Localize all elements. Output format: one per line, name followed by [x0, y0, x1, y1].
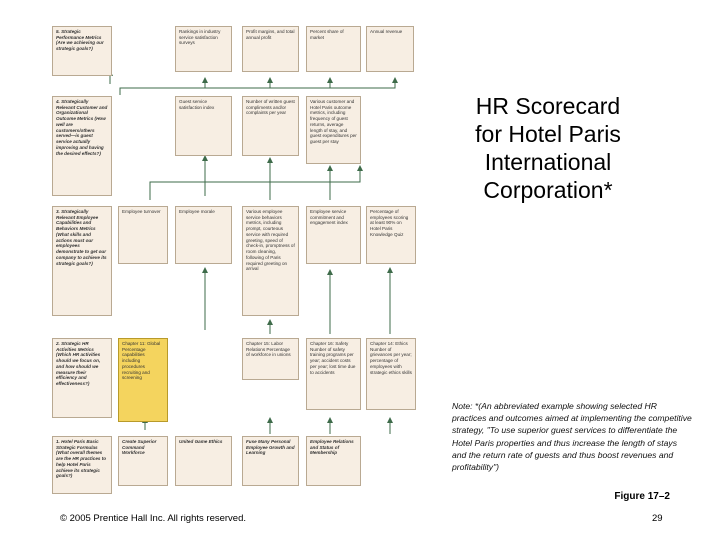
- figure-label: Figure 17–2: [614, 491, 670, 502]
- row2-cell-4: Chapter 14: Ethics Number of grievances per year; percentage of employees with strategic ethics skills: [366, 338, 416, 410]
- row2-header: 2. Strategic HR Activities Metrics (Which HR activities should we focus on, and how should we measure their efficiency and effectiveness?): [52, 338, 112, 418]
- row1-cell-3: Fuse Many Personal Employee Growth and Learning: [242, 436, 299, 486]
- row3-cell-5: Percentage of employees scoring at least 90% on Hotel Paris Knowledge Quiz: [366, 206, 416, 264]
- row3-header: 3. Strategically Relevant Employee Capabilities and Behaviors Metrics (What skills and actions must our employees demonstrate to get our company to achieve its strategic goals?): [52, 206, 112, 316]
- row1-header: 1. Hotel Paris Basic Strategic Formulas (What overall themes are the HR practices to help Hotel Paris achieve its strategic goals?): [52, 436, 112, 494]
- row2-cell-highlighted: Chapter 11: Global Percentage capabilities including procedures recruiting and screening: [118, 338, 168, 422]
- row5-cell-1: Rankings in industry service satisfaction surveys: [175, 26, 232, 72]
- row5-cell-2: Profit margins, and total annual profit: [242, 26, 299, 72]
- row4-cell-1: Guest service satisfaction index: [175, 96, 232, 156]
- page-number: 29: [652, 513, 663, 524]
- row5-cell-4: Annual revenue: [366, 26, 414, 72]
- row2-cell-3: Chapter 16: Safety Number of safety training programs per year; accident costs per year; lost time due to accidents: [306, 338, 361, 410]
- slide-title: HR Scorecard for Hotel Paris International Corporation*: [475, 93, 621, 203]
- row4-cell-3: Various customer and Hotel Paris outcome metrics, including frequency of guest returns, average length of stay, and guest expenditures per guest per stay: [306, 96, 361, 164]
- slide-note: Note: *(An abbreviated example showing selected HR practices and outcomes aimed at implementing the competitive strategy, "To use superior guest services to differentiate the Hotel Paris properties and thus increase the length of stays and the return rate of guests and thus boost revenues and profitability"): [452, 401, 692, 473]
- row1-cell-1: Create Superior Command Workforce: [118, 436, 168, 486]
- copyright: © 2005 Prentice Hall Inc. All rights reserved.: [60, 513, 247, 524]
- row3-cell-2: Employee morale: [175, 206, 232, 264]
- row4-header: 4. Strategically Relevant Customer and Organizational Outcome Metrics (How well are customers/others served—is guest service actually improving and having the desired effects?): [52, 96, 112, 196]
- row2-cell-2: Chapter 15: Labor Relations Percentage of workforce in unions: [242, 338, 299, 380]
- row3-cell-4: Employee service commitment and engagement index: [306, 206, 361, 264]
- row5-header: 5. Strategic Performance Metrics (Are we achieving our strategic goals?): [52, 26, 112, 76]
- row4-cell-2: Number of written guest compliments and/or complaints per year: [242, 96, 299, 156]
- row5-cell-3: Percent share of market: [306, 26, 361, 72]
- row3-cell-1: Employee turnover: [118, 206, 168, 264]
- row1-cell-4: Employee Relations and Status of Membership: [306, 436, 361, 486]
- row3-cell-3: Various employee service behaviors metrics, including prompt, courteous service with required greeting, speed of check-in, promptness of room cleaning, following of Paris required greeting on arrival: [242, 206, 299, 316]
- row1-cell-2: United Game Ethics: [175, 436, 232, 486]
